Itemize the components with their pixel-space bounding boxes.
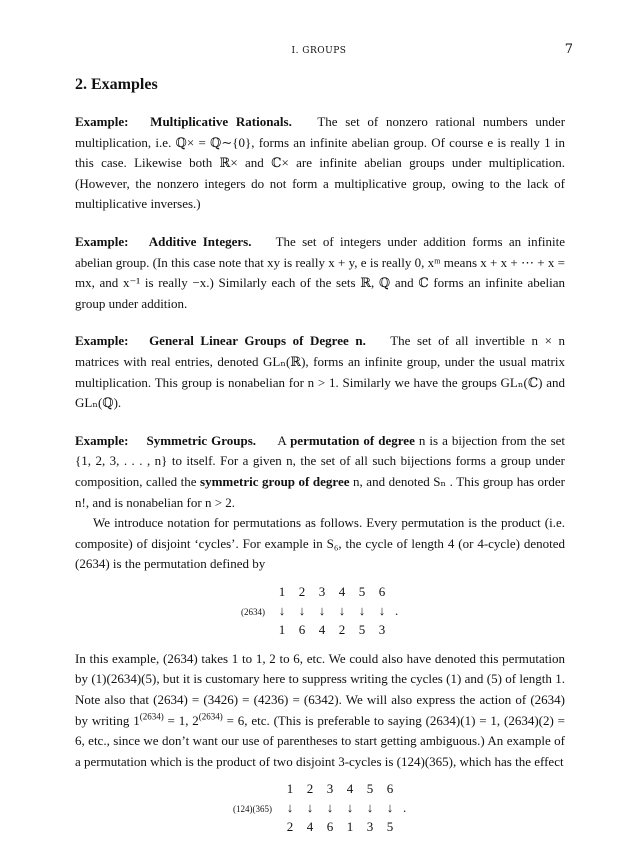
example-title: Additive Integers. — [148, 233, 252, 249]
permutation-top-entry: 5 — [366, 781, 374, 797]
example-text: n, and denoted Sₙ . This group has order n!, and is nonabelian for n > 2. — [75, 473, 565, 510]
permutation-bottom-entry: 3 — [366, 819, 374, 835]
permutation-bottom-entry: 1 — [278, 621, 286, 637]
maps-to-arrow-icon: ↓ — [346, 800, 354, 816]
example-title: General Linear Groups of Degree n. — [149, 333, 366, 349]
permutation-top-entry: 6 — [386, 781, 394, 797]
permutation-bottom-entry: 6 — [326, 819, 334, 835]
example-integers — [75, 232, 565, 314]
permutation-label: (2634) — [241, 606, 265, 617]
permutation-top-entry: 5 — [358, 583, 366, 599]
permutation-period: . — [403, 800, 407, 816]
maps-to-arrow-icon: ↓ — [286, 800, 294, 816]
superscript: (2634) — [198, 711, 223, 722]
example-title: Multiplicative Rationals. — [150, 114, 292, 129]
example-rationals — [75, 112, 565, 215]
page-body — [75, 74, 565, 846]
paragraph-text: = 1, 2 — [163, 712, 199, 728]
permutation-display-124-365 — [75, 778, 565, 838]
example-label: Example: — [75, 233, 129, 249]
permutation-bottom-entry: 3 — [378, 621, 386, 637]
permutation-top-entry: 3 — [318, 583, 326, 599]
example-text: The set of all invertible n × n matrices with real entries, denoted GLₙ(ℝ), forms an infinite group, under the usual matrix multiplication. This group is nonabelian for n > 1. Similarly we have the groups GLₙ(ℂ) and GLₙ(ℚ). — [75, 333, 566, 411]
permutation-top-entry: 6 — [378, 583, 386, 599]
permutation-top-entry: 1 — [278, 583, 286, 599]
permutation-period: . — [395, 602, 399, 618]
maps-to-arrow-icon: ↓ — [386, 800, 394, 816]
maps-to-arrow-icon: ↓ — [366, 800, 374, 816]
superscript: (2634) — [139, 711, 164, 722]
permutation-top-entry: 4 — [338, 583, 346, 599]
term-permutation-of-degree: permutation of degree — [290, 432, 415, 448]
permutation-top-entry: 2 — [298, 583, 306, 599]
example-label: Example: — [75, 114, 129, 129]
permutation-bottom-entry: 4 — [318, 621, 326, 637]
permutation-bottom-entry: 5 — [358, 621, 366, 637]
term-symmetric-group: symmetric group of degree — [200, 473, 350, 489]
example-title: Symmetric Groups. — [146, 432, 257, 448]
example-label: Example: — [75, 333, 129, 349]
maps-to-arrow-icon: ↓ — [306, 800, 314, 816]
permutation-bottom-entry: 6 — [298, 621, 306, 637]
permutation-bottom-entry: 2 — [338, 621, 346, 637]
permutation-top-entry: 2 — [306, 781, 314, 797]
page-number: 7 — [564, 42, 573, 57]
maps-to-arrow-icon: ↓ — [358, 602, 366, 618]
maps-to-arrow-icon: ↓ — [378, 602, 386, 618]
example-text: n is a bijection from the set {1, 2, 3, . . . , n} to itself. For a given n, the set of all such bijections forms a group under composition, called the — [75, 432, 566, 489]
notation-paragraph: We introduce notation for permutations as follows. Every permutation is the product (i.e. composite) of disjoint ‘cycles’. For example in S₆, the cycle of length 4 (or 4-cycle) denoted (2634) is the permutation defined by — [75, 515, 565, 572]
paragraph-text: = 6, etc. (This is preferable to saying (2634)(1) = 1, (2634)(2) = 6, etc., since we don’t want our use of parentheses to start getting ambiguous.) An example of a permutation which is the product of two disjoint 3-cycles is (124)(365), which has the effect — [75, 712, 565, 769]
maps-to-arrow-icon: ↓ — [278, 602, 286, 618]
permutation-top-entry: 3 — [326, 781, 334, 797]
running-head: I. GROUPS — [291, 46, 347, 56]
example-linear-groups — [75, 331, 565, 413]
permutation-top-entry: 4 — [346, 781, 354, 797]
permutation-top-entry: 1 — [286, 781, 294, 797]
permutation-label: (124)(365) — [233, 804, 272, 815]
example-symmetric-groups — [75, 431, 565, 513]
maps-to-arrow-icon: ↓ — [338, 602, 346, 618]
section-heading: 2. Examples — [75, 76, 158, 93]
maps-to-arrow-icon: ↓ — [318, 602, 326, 618]
maps-to-arrow-icon: ↓ — [326, 800, 334, 816]
maps-to-arrow-icon: ↓ — [298, 602, 306, 618]
permutation-bottom-entry: 2 — [286, 819, 294, 835]
permutation-bottom-entry: 5 — [386, 819, 394, 835]
permutation-display-2634 — [75, 581, 565, 641]
permutation-bottom-entry: 4 — [306, 819, 314, 835]
example-text: A — [277, 432, 287, 448]
example-paragraph — [75, 649, 565, 773]
example-text: The set of integers under addition forms an infinite abelian group. (In this case note that xy is really x + y, e is really 0, xᵐ means x + x + ⋯ + x = mx, and x⁻¹ is really −x.) Similarly each of the sets ℝ, ℚ and ℂ forms an infinite abelian group under addition. — [75, 233, 565, 311]
example-text: The set of nonzero rational numbers under multiplication, i.e. ℚ× = ℚ∼{0}, forms an infinite abelian group. Of course e is really 1 in this case. Likewise both ℝ× and ℂ× are infinite abelian groups under multiplication. (However, the nonzero integers do not form a multiplicative group, owing to the lack of multiplicative inverses.) — [75, 114, 566, 212]
permutation-bottom-entry: 1 — [346, 819, 354, 835]
example-label: Example: — [75, 432, 129, 448]
paragraph-text: In this example, (2634) takes 1 to 1, 2 to 6, etc. We could also have denoted this permutation by (1)(2634)(5), but it is customary here to suppress writing the cycles (1) and (5) of length 1. Note also that (2634) = (3426) = (4236) = (6342). We will also express the action of (2634) by writing 1 — [75, 650, 565, 728]
